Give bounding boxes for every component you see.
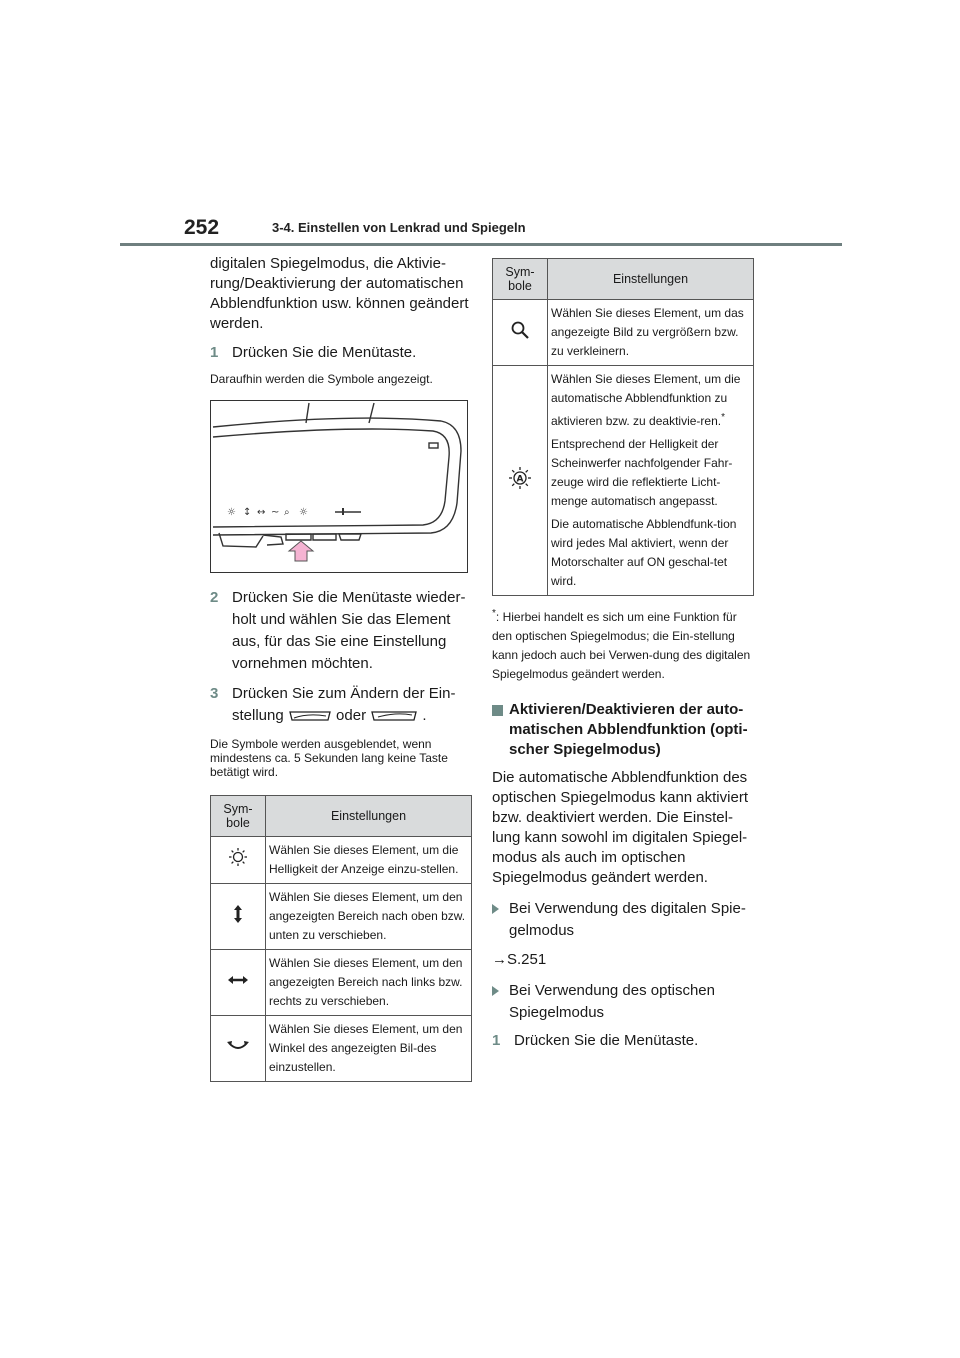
note-symbols-shown: Daraufhin werden die Symbole angezeigt. xyxy=(210,372,433,386)
row-text: Wählen Sie dieses Element, um den Winkel des angezeigten Bil-des einzustellen. xyxy=(266,1016,472,1082)
square-bullet-icon xyxy=(492,705,503,716)
footnote xyxy=(492,604,754,684)
row-text: Wählen Sie dieses Element, um das angezeigte Bild zu vergrößern bzw. zu verkleinern. xyxy=(548,300,754,366)
header-symbol: Sym-bole xyxy=(211,796,266,837)
horizontal-arrows-icon xyxy=(211,950,266,1016)
table-row xyxy=(493,300,754,366)
list-item-text: Bei Verwendung des digitalen Spie-gelmodus xyxy=(509,900,746,939)
step-3-end: . xyxy=(422,707,427,724)
section-heading xyxy=(492,700,754,760)
tilt-icon xyxy=(211,1016,266,1082)
svg-text:☼: ☼ xyxy=(227,507,236,518)
symbols-table-right xyxy=(492,258,754,596)
step-number: 3 xyxy=(210,685,219,702)
page-number: 252 xyxy=(184,216,220,239)
table-row xyxy=(211,837,472,884)
button-right-icon xyxy=(370,709,418,723)
sun-icon xyxy=(211,837,266,884)
auto-text-1: Wählen Sie dieses Element, um die automatische Abblendfunktion zu aktivieren bzw. zu deaktivie-ren. xyxy=(551,372,741,428)
step-3-or: oder xyxy=(336,707,367,724)
mirror-illustration xyxy=(210,400,468,573)
step-text xyxy=(232,683,472,727)
list-item xyxy=(492,898,754,942)
section-title: 3-4. Einstellen von Lenkrad und Spiegeln xyxy=(272,220,526,235)
vertical-arrows-icon xyxy=(211,884,266,950)
table-row xyxy=(211,950,472,1016)
step-3-text: Drücken Sie zum Ändern der Ein-stellung xyxy=(232,685,456,724)
auto-paragraph-1 xyxy=(551,370,750,431)
footnote-text: : Hierbei handelt es sich um eine Funktion für den optischen Spiegelmodus; die Ein-stellung kann jedoch auch bei Verwen-dung des digitalen Spiegelmodus geändert werden. xyxy=(492,610,751,681)
step-3 xyxy=(210,683,472,727)
row-text: Wählen Sie dieses Element, um den angezeigten Bereich nach oben bzw. unten zu verschieben. xyxy=(266,884,472,950)
list-item-text: Bei Verwendung des optischen Spiegelmodus xyxy=(509,982,715,1021)
header-symbol: Sym-bole xyxy=(493,259,548,300)
auto-paragraph-3: Die automatische Abblendfunk-tion wird jedes Mal aktiviert, wenn der Motorschalter auf ON geschal-tet wird. xyxy=(551,517,737,588)
svg-text:↕: ↕ xyxy=(243,507,252,518)
intro-text: digitalen Spiegelmodus, die Aktivie-rung/Deaktivierung der automatischen Abblendfunktion usw. können geändert werden. xyxy=(210,255,469,332)
magnifier-icon xyxy=(493,300,548,366)
triangle-bullet-icon xyxy=(492,904,499,914)
table-row xyxy=(493,366,754,596)
list-item xyxy=(492,980,754,1024)
table-header-row xyxy=(211,796,472,837)
header-settings: Einstellungen xyxy=(548,259,754,300)
step-1 xyxy=(210,342,472,364)
step-number: 1 xyxy=(210,344,219,361)
step-text: Drücken Sie die Menütaste. xyxy=(514,1032,699,1049)
step-number: 2 xyxy=(210,589,219,606)
svg-text:⌕: ⌕ xyxy=(284,507,290,518)
heading-text: Aktivieren/Deaktivieren der auto-matischen Abblendfunktion (opti-scher Spiegelmodus) xyxy=(509,701,748,758)
row-text xyxy=(548,366,754,596)
step-text: Drücken Sie die Menütaste wieder-holt und wählen Sie das Element aus, für das Sie eine Einstellung vornehmen möchten. xyxy=(232,589,466,672)
svg-text:☼: ☼ xyxy=(299,507,308,518)
table-row xyxy=(211,1016,472,1082)
svg-text:~: ~ xyxy=(271,507,280,518)
table-row xyxy=(211,884,472,950)
auto-dimming-icon xyxy=(493,366,548,596)
note-symbols-hidden: Die Symbole werden ausgeblendet, wenn mindestens ca. 5 Sekunden lang keine Taste betätigt wird. xyxy=(210,737,448,779)
page-reference[interactable]: →S.251 xyxy=(492,951,547,968)
svg-text:↔: ↔ xyxy=(257,507,266,518)
triangle-bullet-icon xyxy=(492,986,499,996)
auto-paragraph-2: Entsprechend der Helligkeit der Scheinwerfer nachfolgender Fahr-zeuge wird die reflektierte Licht-menge automatisch angepasst. xyxy=(551,437,733,508)
step-1-optical xyxy=(492,1030,754,1052)
header-rule xyxy=(120,243,842,246)
step-2 xyxy=(210,587,472,675)
step-text: Drücken Sie die Menütaste. xyxy=(232,344,417,361)
table-header-row xyxy=(493,259,754,300)
right-column xyxy=(492,258,754,1052)
row-text: Wählen Sie dieses Element, um die Helligkeit der Anzeige einzu-stellen. xyxy=(266,837,472,884)
row-text: Wählen Sie dieses Element, um den angezeigten Bereich nach links bzw. rechts zu verschieben. xyxy=(266,950,472,1016)
description-paragraph: Die automatische Abblendfunktion des optischen Spiegelmodus kann aktiviert bzw. deaktiviert werden. Die Einstel-lung kann sowohl im digitalen Spiegel-modus als auch im optischen Spiegelmodus geändert werden. xyxy=(492,769,748,886)
auto-dimming-letter: A xyxy=(516,474,524,484)
step-number: 1 xyxy=(492,1032,501,1049)
footnote-marker: * xyxy=(721,412,725,423)
footnote-mark: * xyxy=(492,608,496,619)
button-left-icon xyxy=(288,709,332,723)
left-column xyxy=(210,254,472,1082)
header-settings: Einstellungen xyxy=(266,796,472,837)
mirror-drawing xyxy=(211,401,467,572)
symbols-table-left xyxy=(210,795,472,1082)
